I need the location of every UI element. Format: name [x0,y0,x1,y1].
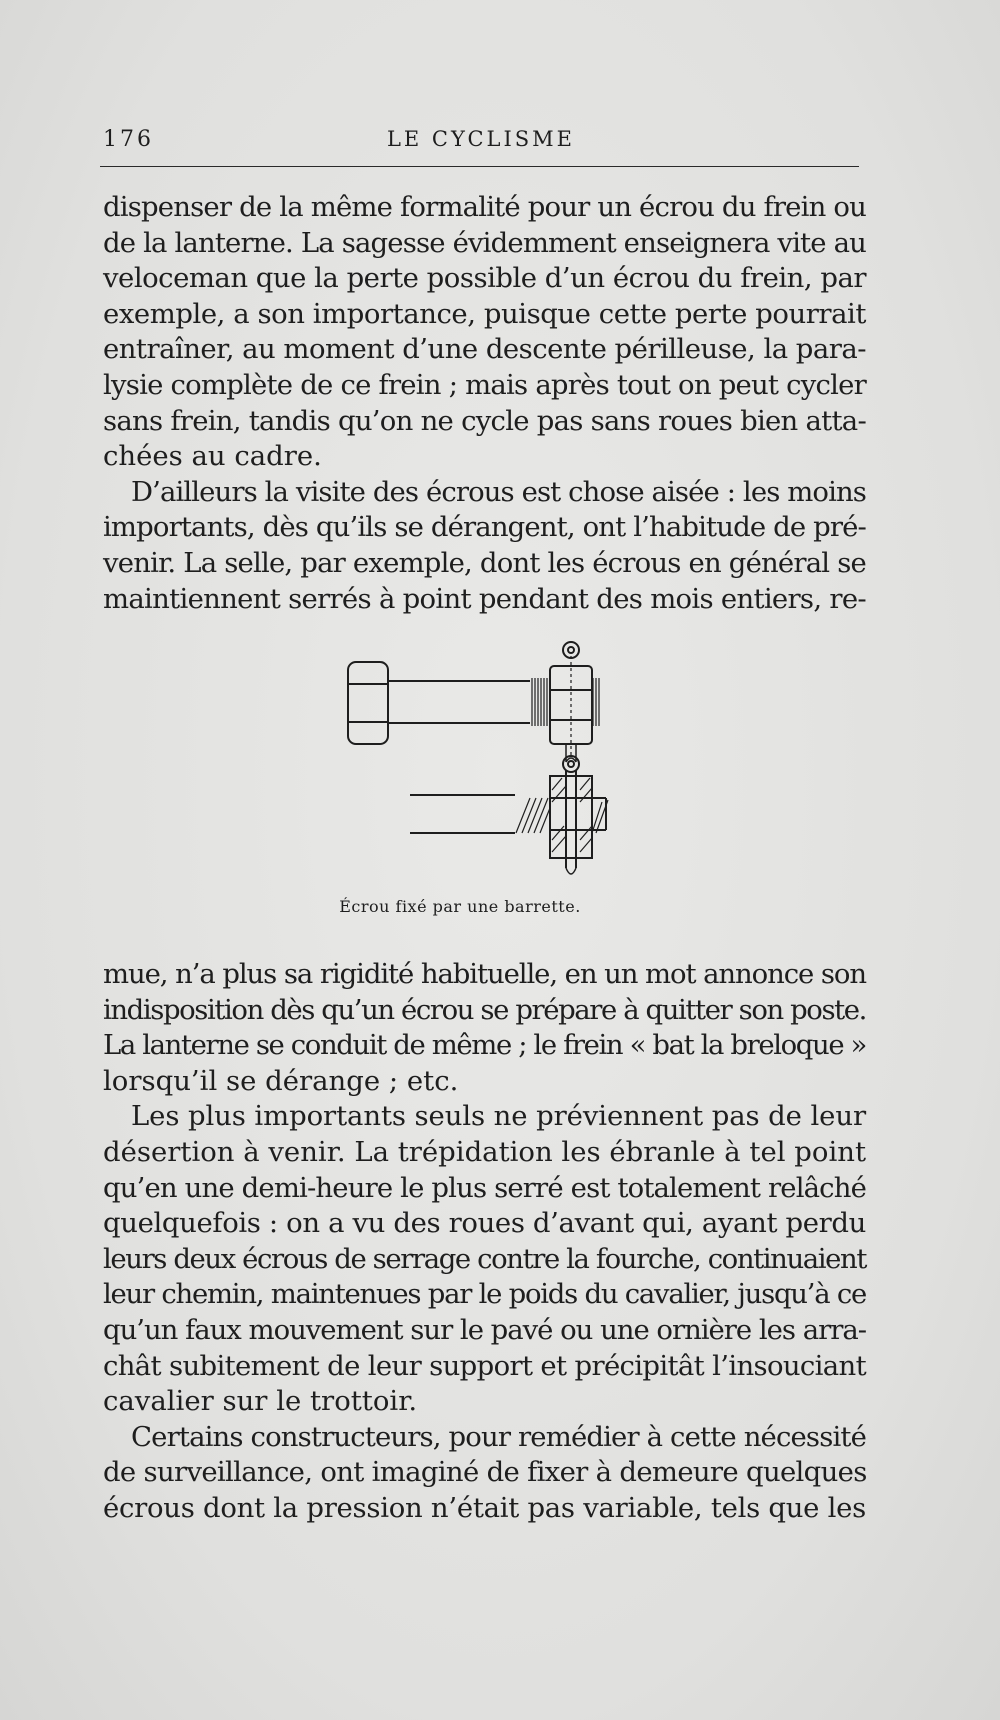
text-line: qu’un faux mouvement sur le pavé ou une ornière les arra- [103,1313,866,1346]
text-line: leurs deux écrous de serrage contre la fourche, continuaient [103,1242,866,1275]
text-line: de la lanterne. La sagesse évidemment enseignera vite au [103,226,866,259]
text-line: La lanterne se conduit de même ; le frein « bat la breloque » [103,1029,866,1062]
text-line: entraîner, au moment d’une descente périlleuse, la para- [103,333,866,366]
text-line: sans frein, tandis qu’on ne cycle pas sans roues bien atta- [103,404,866,437]
bolt-section-view [410,756,608,874]
text-line: désertion à venir. La trépidation les ébranle à tel point [103,1135,867,1168]
text-line: quelquefois : on a vu des roues d’avant qui, ayant perdu [103,1207,866,1240]
text-line: maintiennent serrés à point pendant des mois entiers, re- [103,582,866,615]
text-line: de surveillance, ont imaginé de fixer à demeure quelques [103,1456,867,1489]
text-line: indisposition dès qu’un écrou se prépare à quitter son poste. [103,993,866,1026]
text-line: exemple, a son importance, puisque cette perte pourrait [103,297,866,330]
text-line: dispenser de la même formalité pour un écrou du frein ou [103,191,866,223]
text-line: chât subitement de leur support et précipitât l’insouciant [103,1349,866,1382]
text-line: écrous dont la pression n’était pas variable, tels que les [103,1491,866,1524]
text-line: lorsqu’il se dérange ; etc. [103,1064,459,1097]
text-line: veloceman que la perte possible d’un écrou du frein, par [103,262,866,295]
text-line: chées au cadre. [103,440,322,473]
bolt-illustration [330,640,660,890]
text-line: importants, dès qu’ils se dérangent, ont l’habitude de pré- [103,511,866,544]
text-line: qu’en une demi-heure le plus serré est totalement relâché [103,1171,866,1204]
running-head: LE CYCLISME [386,127,576,151]
text-block-top [103,190,866,617]
text-line: D’ailleurs la visite des écrous est chose aisée : les moins [131,475,866,508]
text-line: Certains constructeurs, pour remédier à cette nécessité [131,1420,866,1453]
text-line: cavalier sur le trottoir. [103,1385,418,1418]
header-rule [100,166,859,167]
text-line: Les plus importants seuls ne préviennent pas de leur [131,1100,866,1133]
text-line: mue, n’a plus sa rigidité habituelle, en un mot annonce son [103,958,866,990]
page-number: 176 [103,127,154,152]
text-block-bottom [103,957,866,1527]
text-line: lysie complète de ce frein ; mais après tout on peut cycler [103,368,866,401]
text-line: venir. La selle, par exemple, dont les écrous en général se [103,546,866,579]
figure-caption: Écrou fixé par une barrette. [339,897,581,916]
page-header [103,127,859,157]
bolt-side-view [348,642,599,762]
text-line: leur chemin, maintenues par le poids du cavalier, jusqu’à ce [103,1278,866,1311]
